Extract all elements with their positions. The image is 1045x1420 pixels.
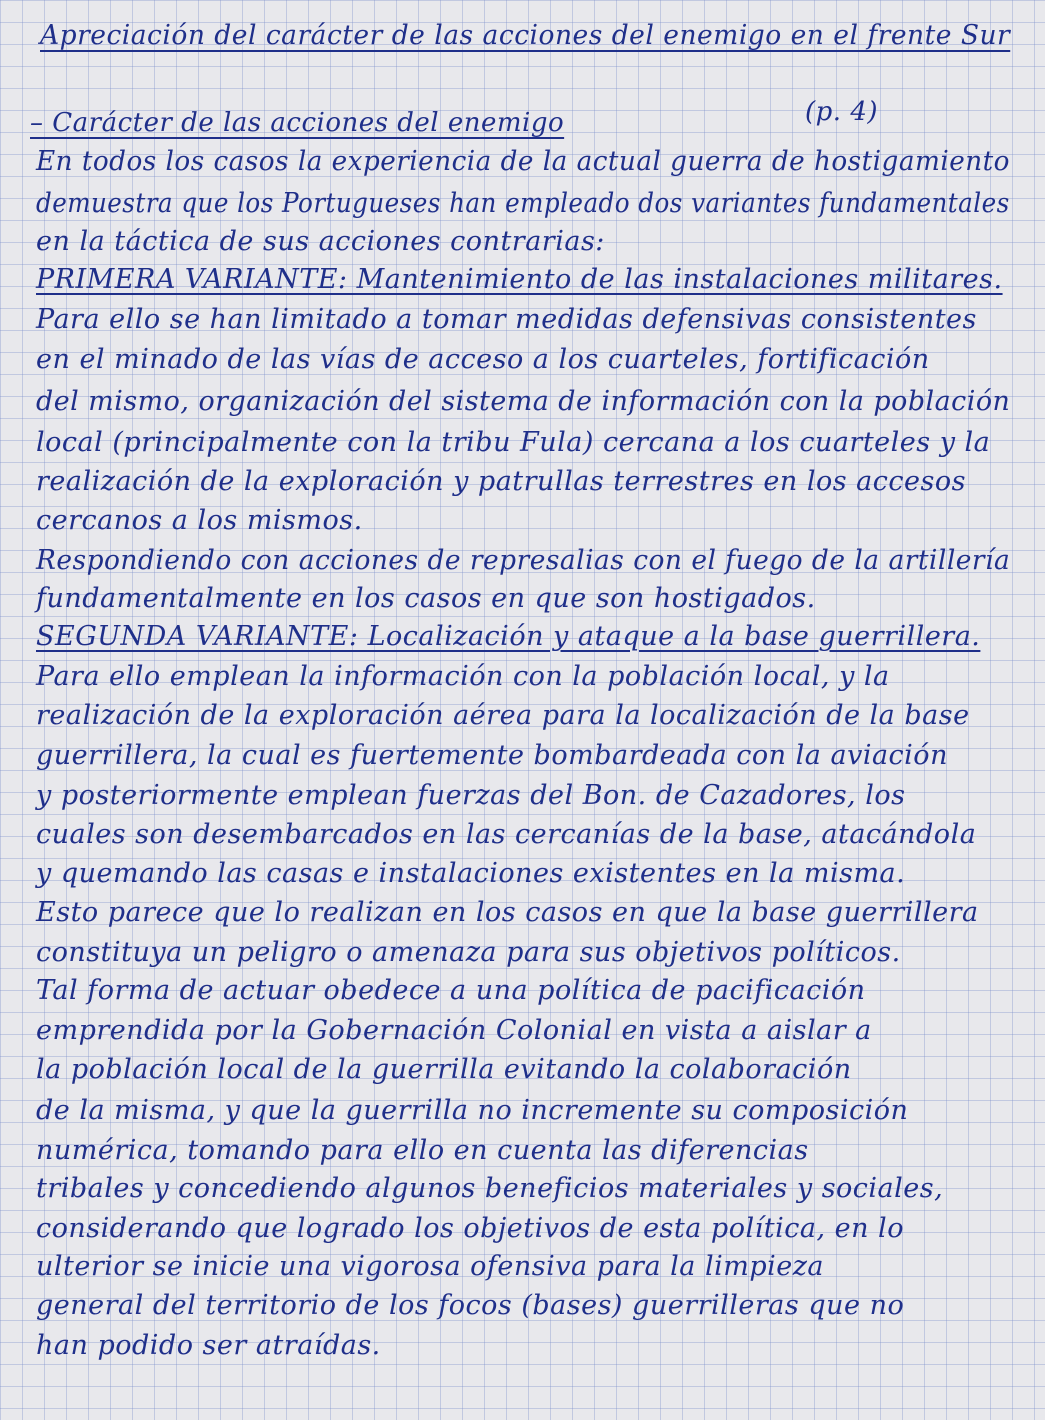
text-line: Respondiendo con acciones de represalias con el fuego de la artillería: [36, 545, 1011, 576]
text-line: ulterior se inicie una vigorosa ofensiva para la limpieza: [36, 1251, 825, 1282]
text-line: local (principalmente con la tribu Fula) cercana a los cuarteles y la: [36, 427, 991, 458]
text-line: fundamentalmente en los casos en que son hostigados.: [36, 583, 816, 614]
text-line: guerrillera, la cual es fuertemente bombardeada con la aviación: [36, 740, 948, 771]
text-line: general del territorio de los focos (bases) guerrilleras que no: [36, 1290, 905, 1321]
text-line: Tal forma de actuar obedece a una política de pacificación: [36, 975, 866, 1006]
text-line: cuales son desembarcados en las cercanías de la base, atacándola: [36, 819, 977, 850]
text-line: Para ello emplean la información con la población local, y la: [36, 661, 890, 692]
page-title: Apreciación del carácter de las acciones del enemigo en el frente Sur: [40, 20, 1011, 51]
text-line: y quemando las casas e instalaciones existentes en la misma.: [36, 858, 906, 889]
text-line: realización de la exploración aérea para la localización de la base: [36, 700, 970, 731]
section-heading: – Carácter de las acciones del enemigo: [30, 108, 565, 138]
text-line: tribales y concediendo algunos beneficios materiales y sociales,: [36, 1173, 944, 1204]
text-line: numérica, tomando para ello en cuenta las diferencias: [36, 1135, 809, 1166]
text-line: considerando que logrado los objetivos de esta política, en lo: [36, 1213, 904, 1244]
text-line: de la misma, y que la guerrilla no incremente su composición: [36, 1095, 909, 1126]
text-line: han podido ser atraídas.: [36, 1330, 381, 1361]
text-line: realización de la exploración y patrullas terrestres en los accesos: [36, 466, 966, 497]
page-reference: (p. 4): [805, 97, 879, 127]
variant-two-heading: SEGUNDA VARIANTE: Localización y ataque a la base guerrillera.: [36, 621, 981, 652]
text-line: demuestra que los Portugueses han empleado dos variantes fundamentales: [36, 188, 1010, 219]
text-line: En todos los casos la experiencia de la actual guerra de hostigamiento: [36, 146, 1010, 177]
text-line: constituya un peligro o amenaza para sus objetivos políticos.: [36, 937, 901, 968]
text-line: cercanos a los mismos.: [36, 505, 363, 536]
text-line: en la táctica de sus acciones contrarias:: [36, 226, 605, 257]
text-line: en el minado de las vías de acceso a los cuarteles, fortificación: [36, 344, 930, 375]
text-line: del mismo, organización del sistema de información con la población: [36, 386, 1011, 417]
text-line: y posteriormente emplean fuerzas del Bon. de Cazadores, los: [36, 780, 906, 811]
text-line: Para ello se han limitado a tomar medidas defensivas consistentes: [36, 304, 977, 335]
text-line: emprendida por la Gobernación Colonial en vista a aislar a: [36, 1015, 872, 1046]
variant-one-heading: PRIMERA VARIANTE: Mantenimiento de las instalaciones militares.: [36, 264, 1003, 295]
text-line: la población local de la guerrilla evitando la colaboración: [36, 1054, 852, 1085]
text-line: Esto parece que lo realizan en los casos en que la base guerrillera: [36, 897, 979, 928]
